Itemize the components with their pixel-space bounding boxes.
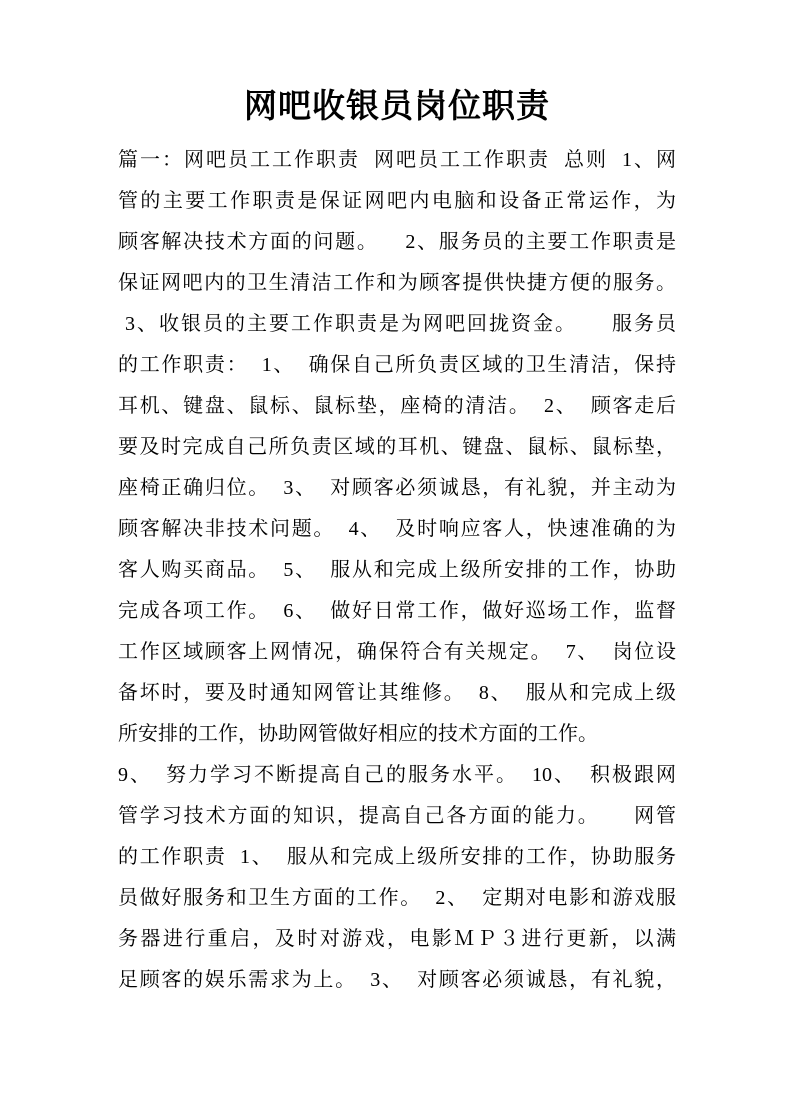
body-line: 所安排的工作，协助网管做好相应的技术方面的工作。 xyxy=(118,723,598,745)
body-line: 工作区域顾客上网情况，确保符合有关规定。 7、 岗位设 xyxy=(118,641,676,663)
body-line: 篇一：网吧员工工作职责 网吧员工工作职责 总则 1、网 xyxy=(118,149,676,171)
body-line: 顾客解决技术方面的问题。 2、服务员的主要工作职责是 xyxy=(118,231,676,253)
body-line: 顾客解决非技术问题。 4、 及时响应客人，快速准确的为 xyxy=(118,518,676,540)
body-line: 务器进行重启，及时对游戏，电影ＭＰ３进行更新，以满 xyxy=(118,928,676,950)
document-title: 网吧收银员岗位职责 xyxy=(244,89,550,125)
body-line: 的工作职责 1、 服从和完成上级所安排的工作，协助服务 xyxy=(118,846,676,868)
document-body xyxy=(118,140,676,1001)
body-line: 管的主要工作职责是保证网吧内电脑和设备正常运作，为 xyxy=(118,190,676,212)
body-line: 座椅正确归位。 3、 对顾客必须诚恳，有礼貌，并主动为 xyxy=(118,477,676,499)
body-line: 的工作职责： 1、 确保自己所负责区域的卫生清洁，保持 xyxy=(118,354,676,376)
body-line: 3、收银员的主要工作职责是为网吧回拢资金。 服务员 xyxy=(118,313,676,335)
body-line: 完成各项工作。 6、 做好日常工作，做好巡场工作，监督 xyxy=(118,600,676,622)
body-line: 耳机、键盘、鼠标、鼠标垫，座椅的清洁。 2、 顾客走后 xyxy=(118,395,676,417)
body-line: 员做好服务和卫生方面的工作。 2、 定期对电影和游戏服 xyxy=(118,887,676,909)
body-line: 客人购买商品。 5、 服从和完成上级所安排的工作，协助 xyxy=(118,559,676,581)
body-line: 备坏时，要及时通知网管让其维修。 8、 服从和完成上级 xyxy=(118,682,676,704)
body-line: 9、 努力学习不断提高自己的服务水平。 10、 积极跟网 xyxy=(118,764,676,786)
body-line: 足顾客的娱乐需求为上。 3、 对顾客必须诚恳，有礼貌， xyxy=(118,969,676,991)
body-line: 要及时完成自己所负责区域的耳机、键盘、鼠标、鼠标垫， xyxy=(118,436,676,458)
body-line: 管学习技术方面的知识，提高自己各方面的能力。 网管 xyxy=(118,805,676,827)
body-line: 保证网吧内的卫生清洁工作和为顾客提供快捷方便的服务。 xyxy=(118,272,676,294)
